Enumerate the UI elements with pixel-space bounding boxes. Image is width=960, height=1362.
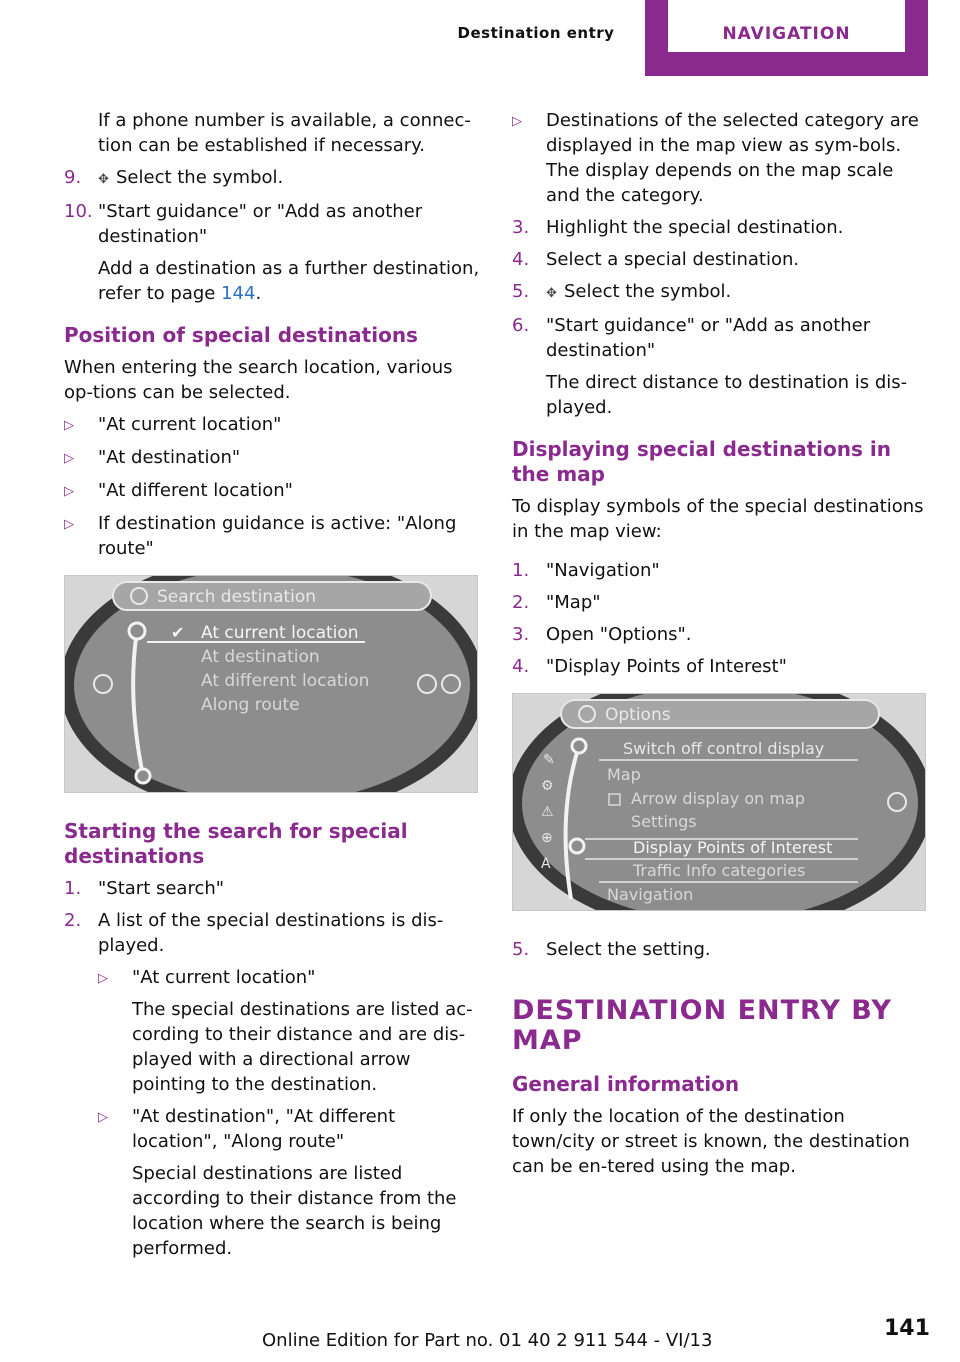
- sidebar-icon: ⚙: [541, 778, 554, 794]
- step-item: 1. "Start search": [64, 878, 225, 899]
- menu-item: At destination: [201, 647, 320, 667]
- step-item: 5. Select the setting.: [512, 939, 711, 960]
- symbol-icon: ✥: [546, 286, 557, 301]
- option-item: ▷ "At destination": [64, 445, 482, 471]
- position-intro: When entering the search location, various op‐tions can be selected.: [64, 357, 453, 403]
- triangle-bullet-icon: ▷: [98, 1110, 108, 1125]
- triangle-bullet-icon: ▷: [64, 484, 74, 499]
- step-item: 2. "Map": [512, 592, 601, 613]
- svg-text:Navigation: Navigation: [607, 885, 694, 904]
- svg-text:Settings: Settings: [631, 812, 697, 831]
- step-number: 10.: [64, 201, 93, 222]
- step-item: 4. "Display Points of Interest": [512, 656, 787, 677]
- intro-paragraph: If a phone number is available, a connec‐tion can be established if necessary.: [98, 110, 471, 156]
- svg-text:Map: Map: [607, 765, 641, 784]
- step-item: 5. ✥ Select the symbol.: [512, 279, 932, 306]
- triangle-bullet-icon: ▷: [64, 451, 74, 466]
- svg-text:Switch off control display: Switch off control display: [623, 739, 825, 758]
- step-note: Add a destination as a further destination, refer to page 144.: [98, 258, 480, 304]
- right-column: [512, 108, 932, 1186]
- sidebar-icon: A: [541, 856, 551, 872]
- step-item: 1. "Navigation": [512, 560, 660, 581]
- triangle-bullet-icon: ▷: [64, 418, 74, 433]
- page-number: 141: [884, 1316, 930, 1341]
- heading-general-information: General information: [512, 1072, 740, 1096]
- step-item: 2. A list of the special destinations is dis‐played.: [64, 910, 444, 956]
- step-text: Select the symbol.: [116, 167, 284, 188]
- step-item: 6. "Start guidance" or "Add as another destination" The direct distance to destination is dis‐played.: [512, 315, 908, 418]
- chapter-title: NAVIGATION: [668, 0, 905, 52]
- running-header-section: Destination entry: [457, 24, 615, 42]
- footer-edition: Online Edition for Part no. 01 40 2 911 544 - VI/13: [262, 1330, 713, 1351]
- check-icon: ✔: [171, 623, 185, 642]
- step-item: 3. Open "Options".: [512, 624, 692, 645]
- option-item: ▷ "At current location": [64, 412, 482, 438]
- menu-item: Along route: [201, 695, 300, 715]
- sub-bullet: ▷ "At destination", "At different location", "Along route" Special destinations are listed according to their distance from the location where the search is being performed.: [98, 1106, 457, 1259]
- triangle-bullet-icon: ▷: [98, 971, 108, 986]
- option-item: ▷ "At different location": [64, 478, 482, 504]
- sub-bullet: ▷ Destinations of the selected category are displayed in the map view as sym‐bols. The display depends on the map scale and the category.: [512, 110, 919, 206]
- menu-item-selected: At current location: [201, 623, 359, 643]
- step-number: 9.: [64, 167, 82, 188]
- step-item: 4. Select a special destination.: [512, 249, 800, 270]
- option-item: ▷ If destination guidance is active: "Along route": [64, 513, 457, 559]
- sub-bullet: ▷ "At current location" The special destinations are listed ac‐cording to their distance and are dis‐played with a directional arrow pointing to the destination.: [98, 967, 473, 1095]
- screen-title: Search destination: [157, 587, 317, 607]
- step-item: 3. Highlight the special destination.: [512, 217, 844, 238]
- heading-position: Position of special destinations: [64, 323, 418, 347]
- step-9: [64, 165, 482, 192]
- screenshot-search-destination: [64, 575, 478, 793]
- menu-item-selected: Display Points of Interest: [633, 838, 833, 857]
- general-text: If only the location of the destination town/city or street is known, the destination can be en‐tered using the map.: [512, 1106, 910, 1177]
- heading-starting-search: Starting the search for special destinations: [64, 819, 408, 868]
- sidebar-icon: ⚠: [541, 804, 554, 820]
- svg-text:Traffic Info categories: Traffic Info categories: [633, 861, 806, 880]
- heading-display-map: Displaying special destinations in the map: [512, 437, 891, 486]
- display-intro: To display symbols of the special destinations in the map view:: [512, 496, 924, 542]
- heading-destination-by-map: DESTINATION ENTRY BY MAP: [512, 995, 892, 1056]
- screen-title: Options: [605, 705, 671, 725]
- sidebar-icon: ✎: [543, 752, 555, 768]
- step-text: "Start guidance" or "Add as another destination": [98, 201, 423, 247]
- triangle-bullet-icon: ▷: [512, 114, 522, 129]
- screenshot-options: [512, 693, 926, 911]
- menu-item: At different location: [201, 671, 370, 691]
- symbol-icon: ✥: [98, 172, 109, 187]
- triangle-bullet-icon: ▷: [64, 517, 74, 532]
- page-link[interactable]: 144: [221, 283, 256, 304]
- step-10: [64, 199, 482, 306]
- svg-text:Arrow display on map: Arrow display on map: [631, 789, 805, 808]
- left-column: [64, 108, 482, 1268]
- sidebar-icon: ⊕: [541, 830, 553, 846]
